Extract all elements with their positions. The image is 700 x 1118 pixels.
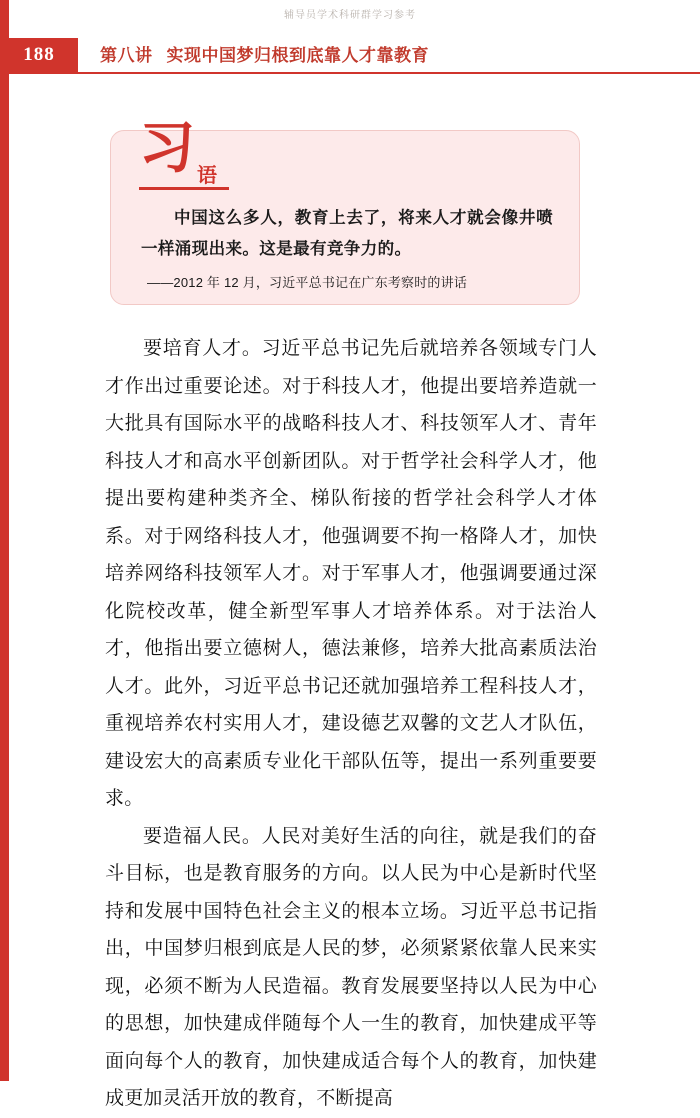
watermark-text: 辅导员学术科研群学习参考: [284, 10, 416, 21]
page-number: 188: [23, 44, 55, 65]
chapter-title: 实现中国梦归根到底靠人才靠教育: [166, 46, 429, 65]
left-red-bar: [0, 0, 9, 1081]
header-divider: [0, 72, 700, 74]
quote-badge-underline: [139, 187, 229, 190]
quote-card: [110, 118, 580, 305]
quote-source: ——2012 年 12 月，习近平总书记在广东考察时的讲话: [147, 275, 468, 290]
lecture-label: 第八讲: [100, 46, 153, 65]
quote-badge-main: 习: [139, 118, 195, 180]
paragraph: 要培育人才。习近平总书记先后就培养各领域专门人才作出过重要论述。对于科技人才，他提出要培养造就一大批具有国际水平的战略科技人才、科技领军人才、青年科技人才和高水平创新团队。对于哲学社会科学人才，他提出要构建种类齐全、梯队衔接的哲学社会科学人才体系。对于网络科技人才，他强调要不拘一格降人才，加快培养网络科技领军人才。对于军事人才，他强调要通过深化院校改革，健全新型军事人才培养体系。对于法治人才，他指出要立德树人，德法兼修，培养大批高素质法治人才。此外，习近平总书记还就加强培养工程科技人才，重视培养农村实用人才，建设德艺双馨的文艺人才队伍，建设宏大的高素质专业化干部队伍等，提出一系列重要要求。: [105, 338, 597, 809]
header-title: [100, 41, 429, 66]
body-text: [105, 330, 597, 1118]
page-header: [0, 38, 700, 74]
quote-badge-sub: 语: [197, 165, 217, 187]
quote-text: 中国这么多人，教育上去了，将来人才就会像井喷一样涌现出来。这是最有竞争力的。: [141, 209, 553, 258]
paragraph: 要造福人民。人民对美好生活的向往，就是我们的奋斗目标，也是教育服务的方向。以人民为中心是新时代坚持和发展中国特色社会主义的根本立场。习近平总书记指出，中国梦归根到底是人民的梦，必须紧紧依靠人民来实现，必须不断为人民造福。教育发展要坚持以人民为中心的思想，加快建成伴随每个人一生的教育，加快建成平等面向每个人的教育，加快建成适合每个人的教育，加快建成更加灵活开放的教育，不断提高: [105, 825, 597, 1109]
